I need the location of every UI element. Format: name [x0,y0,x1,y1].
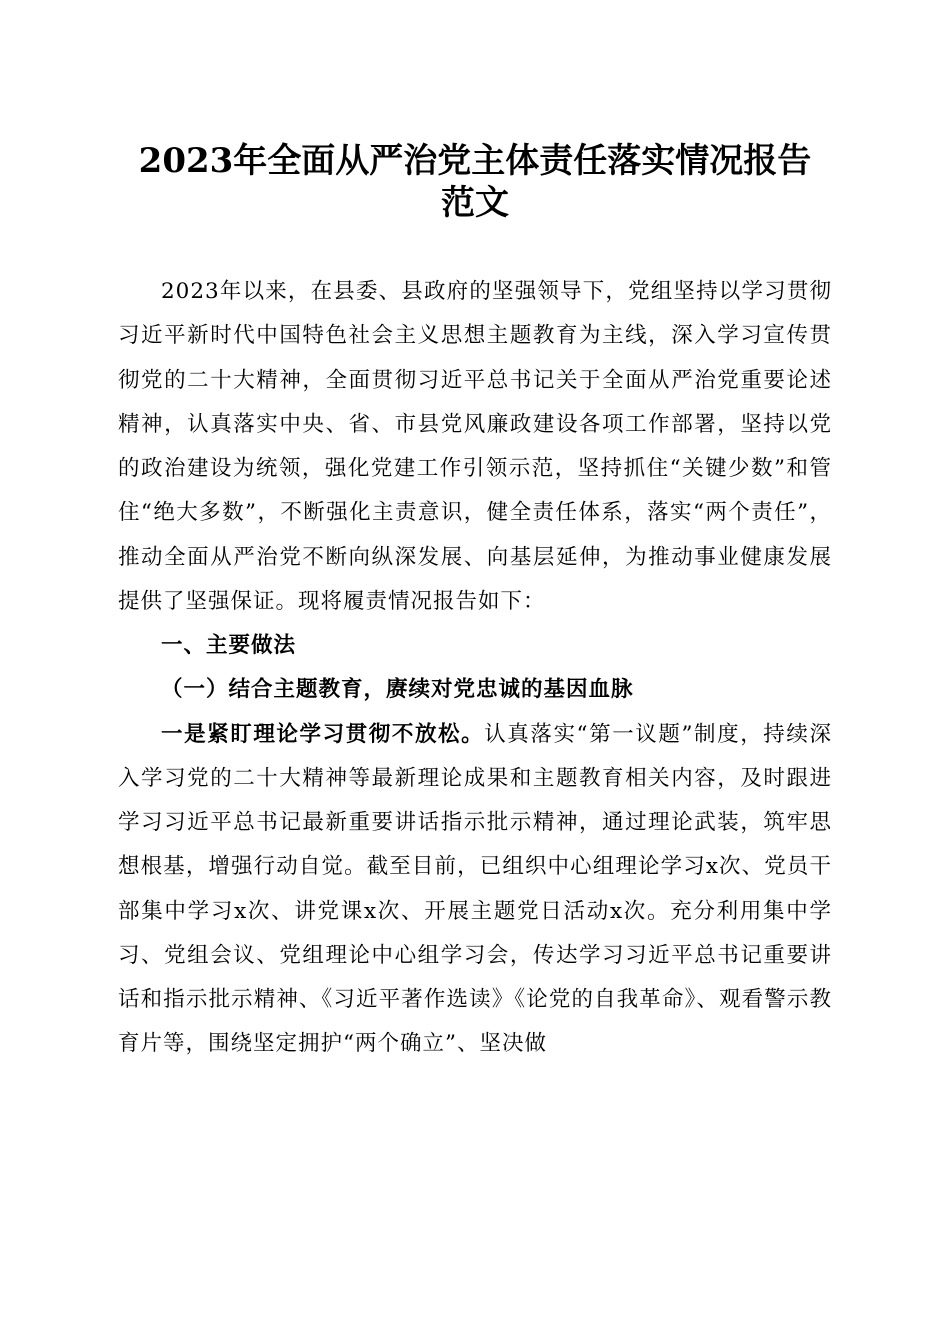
point-lead: 一是紧盯理论学习贯彻不放松。 [161,721,485,747]
section-heading: 一、主要做法 [161,633,297,658]
document-body [118,270,832,1067]
intro-paragraph: 2023年以来，在县委、县政府的坚强领导下，党组坚持以学习贯彻习近平新时代中国特色社会主义思想主题教育为主线，深入学习宣传贯彻党的二十大精神，全面贯彻习近平总书记关于全面从严治党重要论述精神，认真落实中央、省、市县党风廉政建设各项工作部署，坚持以党的政治建设为统领，强化党建工作引领示范，坚持抓住“关键少数”和管住“绝大多数”，不断强化主责意识，健全责任体系，落实“两个责任”，推动全面从严治党不断向纵深发展、向基层延伸，为推动事业健康发展提供了坚强保证。现将履责情况报告如下： [118,279,832,614]
document-title-line1: 2023年全面从严治党主体责任落实情况报告 [138,141,812,181]
subsection-heading: （一）结合主题教育，赓续对党忠诚的基因血脉 [161,677,634,703]
document-title-line2: 范文 [441,183,509,223]
point-paragraph [118,713,832,1067]
point-body: 认真落实“第一议题”制度，持续深入学习党的二十大精神等最新理论成果和主题教育相关内容，及时跟进学习习近平总书记最新重要讲话指示批示精神，通过理论武装，筑牢思想根基，增强行动自觉。截至目前，已组织中心组理论学习x次、党员干部集中学习x次、讲党课x次、开展主题党日活动x次。充分利用集中学习、党组会议、党组理论中心组学习会，传达学习习近平总书记重要讲话和指示批示精神、《习近平著作选读》《论党的自我革命》、观看警示教育片等，围绕坚定拥护“两个确立”、坚决做 [118,721,832,1057]
